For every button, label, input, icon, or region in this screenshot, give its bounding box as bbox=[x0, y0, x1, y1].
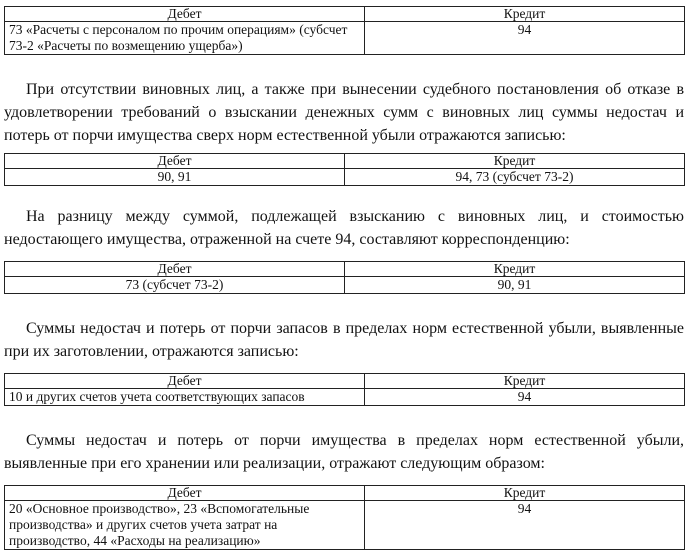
posting-table-1 bbox=[4, 6, 685, 55]
debit-cell: 73 (субсчет 73-2) bbox=[5, 277, 345, 294]
debit-cell: 73 «Расчеты с персоналом по прочим операциям» (субсчет 73-2 «Расчеты по возмещению ущерба») bbox=[5, 22, 365, 55]
debit-header: Дебет bbox=[5, 262, 345, 277]
posting-table-5 bbox=[4, 485, 685, 550]
debit-cell: 10 и других счетов учета соответствующих запасов bbox=[5, 389, 365, 406]
credit-cell: 94 bbox=[365, 501, 685, 550]
debit-header: Дебет bbox=[5, 374, 365, 389]
credit-header: Кредит bbox=[345, 154, 685, 169]
credit-header: Кредит bbox=[365, 374, 685, 389]
table-row bbox=[5, 501, 685, 550]
credit-header: Кредит bbox=[365, 7, 685, 22]
debit-header: Дебет bbox=[5, 154, 345, 169]
table-header-row bbox=[5, 374, 685, 389]
table-header-row bbox=[5, 154, 685, 169]
paragraph-2: На разницу между суммой, подлежащей взысканию с виновных лиц, и стоимостью недостающего имущества, отраженной на счете 94, составляют корреспонденцию: bbox=[4, 208, 684, 248]
debit-header: Дебет bbox=[5, 7, 365, 22]
table-row bbox=[5, 277, 685, 294]
debit-cell: 20 «Основное производство», 23 «Вспомогательные производства» и других счетов учета затрат на производство, 44 «Расходы на реализацию» bbox=[5, 501, 365, 550]
posting-table-2 bbox=[4, 153, 685, 186]
table-row bbox=[5, 22, 685, 55]
debit-header: Дебет bbox=[5, 486, 365, 501]
credit-cell: 94, 73 (субсчет 73-2) bbox=[345, 169, 685, 186]
table-header-row bbox=[5, 486, 685, 501]
paragraph-3: Суммы недостач и потерь от порчи запасов в пределах норм естественной убыли, выявленные при их заготовлении, отражаются записью: bbox=[4, 320, 684, 360]
paragraph-4: Суммы недостач и потерь от порчи имущества в пределах норм естественной убыли, выявленные при его хранении или реализации, отражают следующим образом: bbox=[4, 432, 684, 472]
table-header-row bbox=[5, 262, 685, 277]
posting-table-4 bbox=[4, 373, 685, 406]
table-row bbox=[5, 169, 685, 186]
credit-header: Кредит bbox=[345, 262, 685, 277]
credit-cell: 90, 91 bbox=[345, 277, 685, 294]
posting-table-3 bbox=[4, 261, 685, 294]
paragraph-1: При отсутствии виновных лиц, а также при вынесении судебного постановления об отказе в удовлетворении требований о взыскании денежных сумм с виновных лиц суммы недостач и потерь от порчи имущества сверх норм естественной убыли отражаются записью: bbox=[4, 81, 684, 144]
credit-header: Кредит bbox=[365, 486, 685, 501]
table-row bbox=[5, 389, 685, 406]
debit-cell: 90, 91 bbox=[5, 169, 345, 186]
table-header-row bbox=[5, 7, 685, 22]
credit-cell: 94 bbox=[365, 389, 685, 406]
credit-cell: 94 bbox=[365, 22, 685, 55]
